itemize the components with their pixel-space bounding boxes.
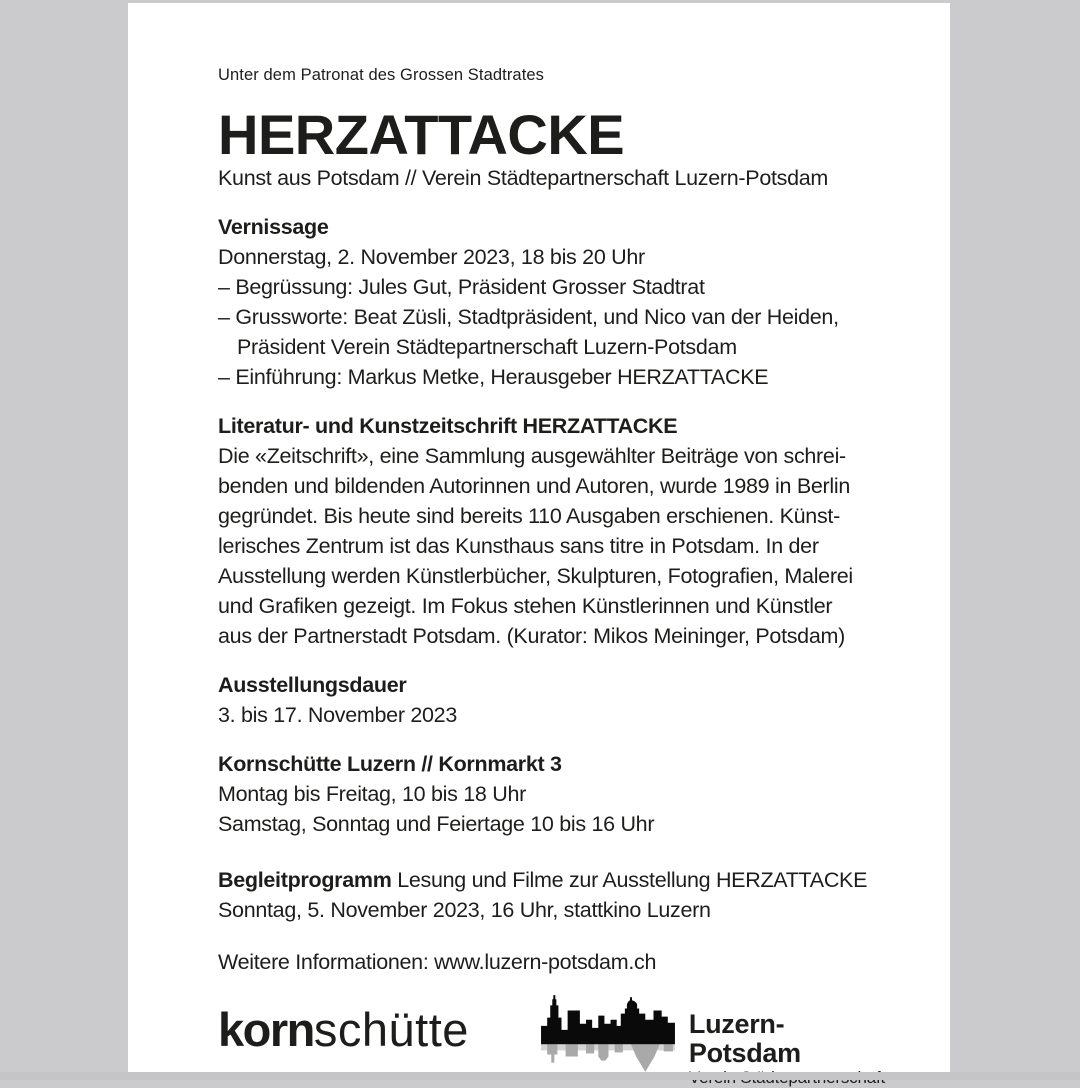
info-section: [218, 947, 894, 977]
vernissage-item: – Grussworte: Beat Züsli, Stadtpräsident, und Nico van der Heiden,: [218, 305, 839, 329]
begleitprogramm-description: Lesung und Filme zur Ausstellung HERZATTACKE: [391, 868, 868, 892]
venue-section: [218, 749, 894, 839]
vernissage-section: [218, 212, 894, 392]
venue-hours-weekend: Samstag, Sonntag und Feiertage 10 bis 16 Uhr: [218, 812, 655, 836]
flyer-page: [128, 3, 950, 1072]
begleitprogramm-section: [218, 865, 894, 925]
venue-hours-weekday: Montag bis Freitag, 10 bis 18 Uhr: [218, 782, 526, 806]
vernissage-heading: Vernissage: [218, 215, 329, 239]
ausstellungsdauer-date: 3. bis 17. November 2023: [218, 703, 458, 727]
zeitschrift-text-line: und Grafiken gezeigt. Im Fokus stehen Künstlerinnen und Künstler: [218, 594, 833, 618]
zeitschrift-text-line: Die «Zeitschrift», eine Sammlung ausgewählter Beiträge von schrei-: [218, 444, 846, 468]
kornschuette-logo: [218, 993, 469, 1067]
zeitschrift-heading: Literatur- und Kunstzeitschrift HERZATTACKE: [218, 414, 678, 438]
ausstellungsdauer-section: [218, 670, 894, 730]
kornschuette-logo-bold-part: korn: [218, 1003, 314, 1056]
begleitprogramm-date: Sonntag, 5. November 2023, 16 Uhr, stattkino Luzern: [218, 898, 711, 922]
venue-heading: Kornschütte Luzern // Kornmarkt 3: [218, 752, 562, 776]
patronage-line: Unter dem Patronat des Grossen Stadtrates: [218, 66, 545, 84]
page-title: HERZATTACKE: [218, 103, 625, 166]
partnership-name: Luzern-Potsdam: [688, 1009, 801, 1068]
begleitprogramm-line: [218, 865, 894, 895]
website-info: Weitere Informationen: www.luzern-potsdam.ch: [218, 950, 657, 974]
vernissage-date: Donnerstag, 2. November 2023, 18 bis 20 Uhr: [218, 245, 645, 269]
begleitprogramm-heading: Begleitprogramm: [218, 868, 392, 892]
page-bottom-shadow: [0, 1072, 1080, 1080]
kornschuette-logo-light-part: schütte: [313, 1003, 469, 1056]
vernissage-item: – Einführung: Markus Metke, Herausgeber HERZATTACKE: [218, 365, 769, 389]
zeitschrift-text-line: Ausstellung werden Künstlerbücher, Skulpturen, Fotografien, Malerei: [218, 564, 853, 588]
city-skyline-icon: [539, 993, 677, 1073]
zeitschrift-text-line: gegründet. Bis heute sind bereits 110 Ausgaben erschienen. Künst-: [218, 504, 840, 528]
zeitschrift-text-line: benden und bildenden Autorinnen und Autoren, wurde 1989 in Berlin: [218, 474, 850, 498]
page-subtitle: Kunst aus Potsdam // Verein Städtepartnerschaft Luzern-Potsdam: [218, 166, 829, 190]
zeitschrift-text-line: aus der Partnerstadt Potsdam. (Kurator: Mikos Meininger, Potsdam): [218, 624, 845, 648]
zeitschrift-text-line: lerisches Zentrum ist das Kunsthaus sans titre in Potsdam. In der: [218, 534, 819, 558]
vernissage-item-continuation: Präsident Verein Städtepartnerschaft Luzern-Potsdam: [237, 335, 737, 359]
ausstellungsdauer-heading: Ausstellungsdauer: [218, 673, 407, 697]
zeitschrift-section: [218, 411, 894, 651]
vernissage-item: – Begrüssung: Jules Gut, Präsident Grosser Stadtrat: [218, 275, 705, 299]
